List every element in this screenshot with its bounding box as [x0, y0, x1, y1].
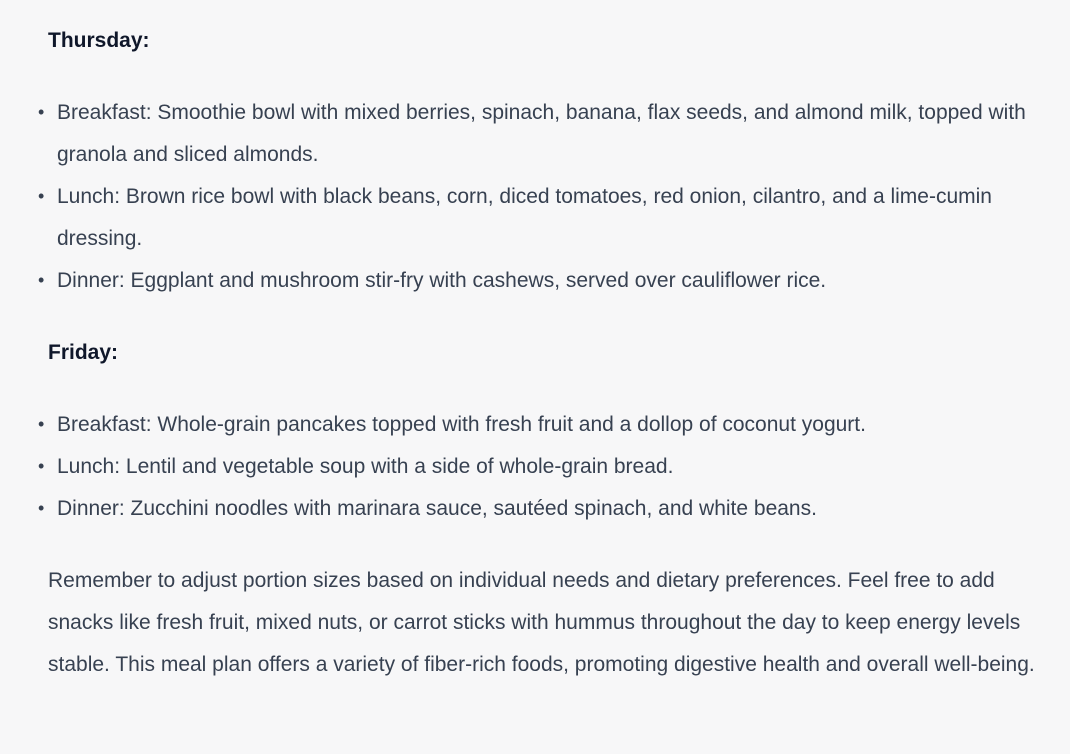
bullet-icon: • [38, 270, 45, 290]
closing-paragraph: Remember to adjust portion sizes based on individual needs and dietary preferences. Feel free to add snacks like fresh fruit, mixed nuts, or carrot sticks with hummus throughout the day to keep energy levels stable. This meal plan offers a variety of fiber-rich foods, promoting digestive health and overall well-being. [48, 569, 1035, 676]
friday-meal-list [0, 404, 1040, 530]
meal-text: Lunch: Brown rice bowl with black beans, corn, diced tomatoes, red onion, cilantro, and a lime-cumin dressing. [57, 185, 992, 250]
bullet-icon: • [38, 498, 45, 518]
thursday-meal-list [0, 92, 1040, 302]
meal-text: Lunch: Lentil and vegetable soup with a side of whole-grain bread. [57, 455, 674, 478]
list-item [0, 404, 1040, 446]
thursday-heading: Thursday: [48, 29, 150, 52]
list-item [0, 260, 1040, 302]
meal-text: Dinner: Eggplant and mushroom stir-fry with cashews, served over cauliflower rice. [57, 269, 827, 292]
bullet-icon: • [38, 186, 45, 206]
friday-heading: Friday: [48, 341, 119, 364]
meal-text: Breakfast: Whole-grain pancakes topped with fresh fruit and a dollop of coconut yogurt. [57, 413, 866, 436]
meal-text: Breakfast: Smoothie bowl with mixed berries, spinach, banana, flax seeds, and almond milk, topped with granola and sliced almonds. [57, 101, 1026, 166]
bullet-icon: • [38, 102, 45, 122]
list-item [0, 92, 1040, 176]
meal-text: Dinner: Zucchini noodles with marinara sauce, sautéed spinach, and white beans. [57, 497, 817, 520]
list-item [0, 446, 1040, 488]
list-item [0, 176, 1040, 260]
bullet-icon: • [38, 414, 45, 434]
bullet-icon: • [38, 456, 45, 476]
list-item [0, 488, 1040, 530]
